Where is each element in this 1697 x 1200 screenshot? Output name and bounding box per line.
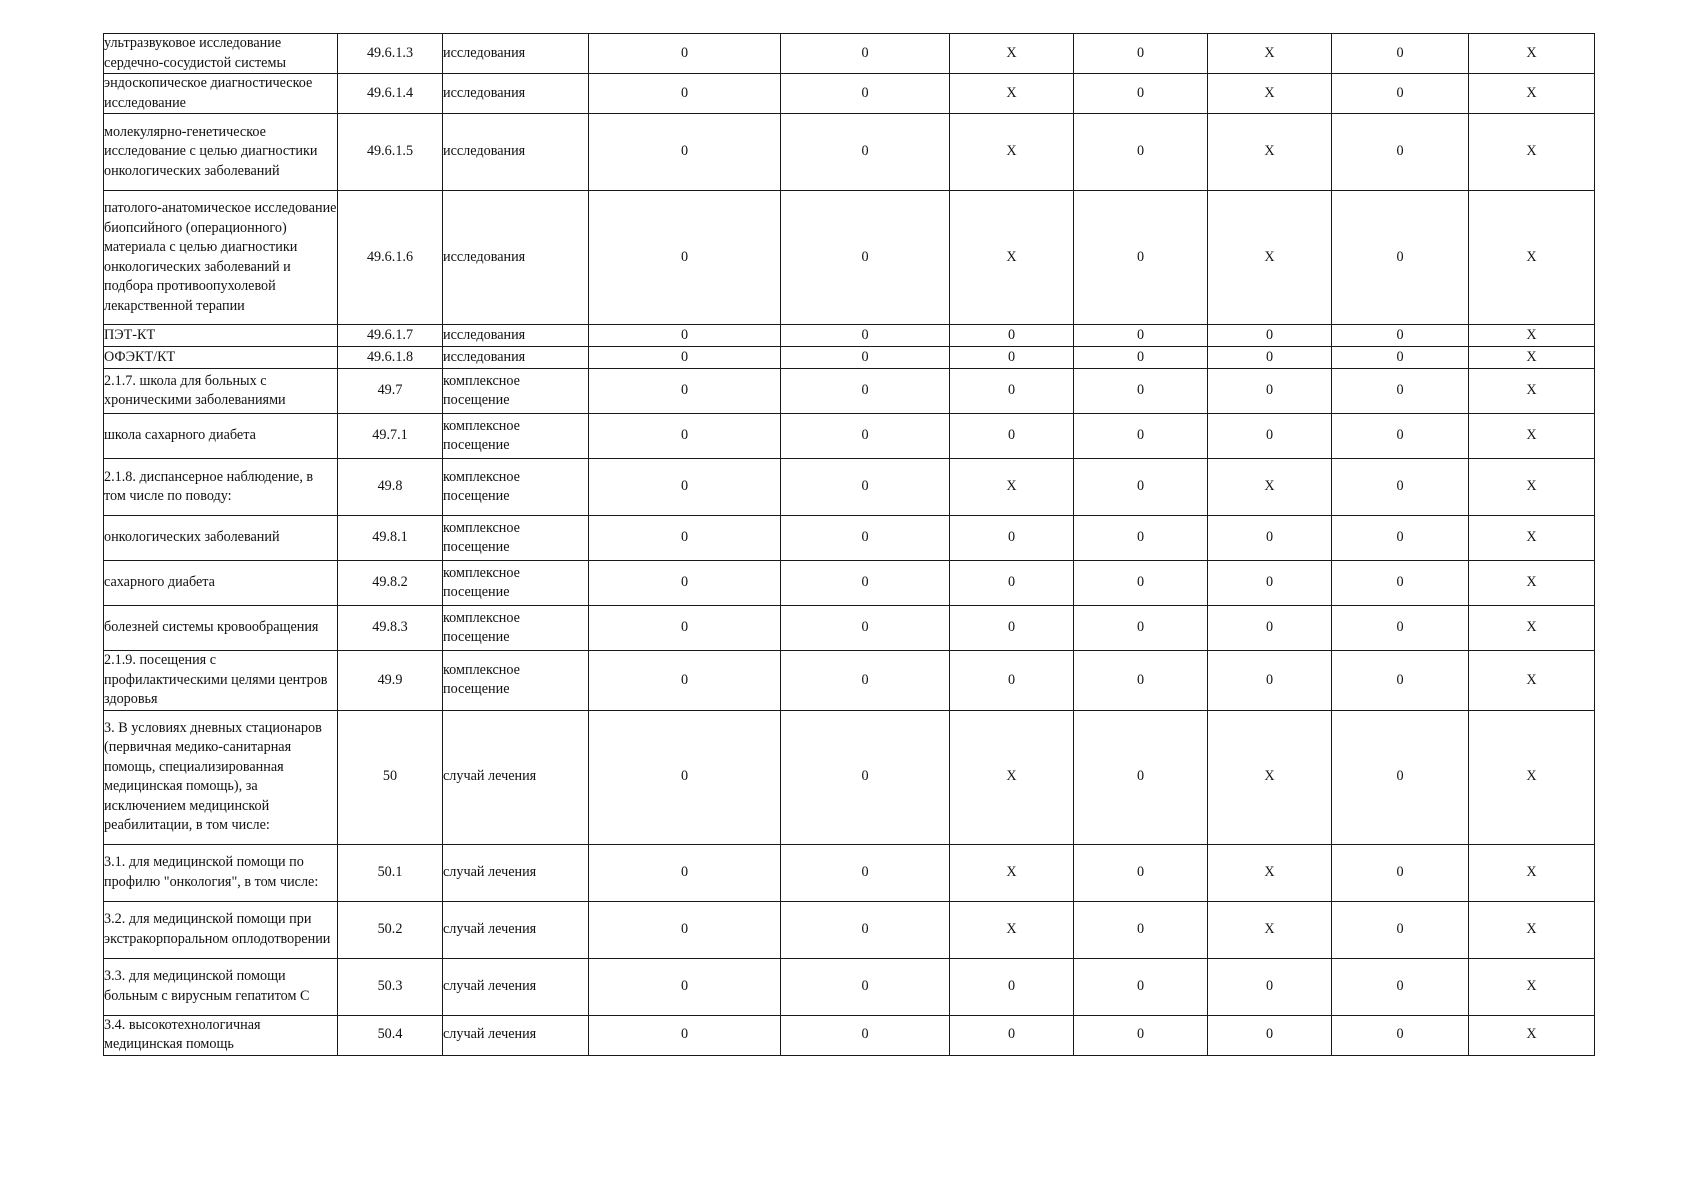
row-unit-cell: комплексное посещение	[443, 414, 589, 459]
row-unit-cell: случай лечения	[443, 1015, 589, 1055]
table-row	[104, 901, 1595, 958]
row-unit-cell: исследования	[443, 347, 589, 369]
value-cell: 0	[1208, 1015, 1332, 1055]
value-cell: 0	[781, 710, 950, 844]
row-code-cell: 49.6.1.6	[338, 191, 443, 325]
row-unit-cell: исследования	[443, 114, 589, 191]
row-unit-cell: комплексное посещение	[443, 459, 589, 516]
row-code-cell: 49.6.1.3	[338, 34, 443, 74]
value-cell: 0	[1074, 844, 1208, 901]
row-code-cell: 50.3	[338, 958, 443, 1015]
value-cell: X	[1469, 901, 1595, 958]
value-cell: X	[950, 114, 1074, 191]
value-cell: 0	[1332, 191, 1469, 325]
table-row	[104, 516, 1595, 561]
value-cell: 0	[589, 114, 781, 191]
value-cell: 0	[589, 414, 781, 459]
value-cell: 0	[781, 114, 950, 191]
value-cell: 0	[781, 901, 950, 958]
value-cell: 0	[589, 901, 781, 958]
row-code-cell: 49.8	[338, 459, 443, 516]
value-cell: 0	[1332, 369, 1469, 414]
row-code-cell: 49.8.3	[338, 606, 443, 651]
row-unit-cell: исследования	[443, 34, 589, 74]
value-cell: 0	[781, 606, 950, 651]
row-code-cell: 50.4	[338, 1015, 443, 1055]
row-unit-cell: исследования	[443, 74, 589, 114]
row-unit-cell: случай лечения	[443, 710, 589, 844]
value-cell: 0	[781, 325, 950, 347]
table-row	[104, 34, 1595, 74]
value-cell: 0	[1074, 561, 1208, 606]
value-cell: 0	[950, 325, 1074, 347]
value-cell: X	[1469, 34, 1595, 74]
value-cell: 0	[950, 958, 1074, 1015]
row-unit-cell: комплексное посещение	[443, 369, 589, 414]
value-cell: 0	[1074, 347, 1208, 369]
row-code-cell: 49.9	[338, 651, 443, 711]
value-cell: 0	[1332, 516, 1469, 561]
row-code-cell: 49.7	[338, 369, 443, 414]
value-cell: 0	[950, 561, 1074, 606]
value-cell: 0	[1208, 651, 1332, 711]
data-table	[103, 33, 1595, 1056]
row-name-cell: 3.2. для медицинской помощи при экстракорпоральном оплодотворении	[104, 901, 338, 958]
value-cell: 0	[1332, 606, 1469, 651]
value-cell: X	[950, 844, 1074, 901]
value-cell: 0	[1074, 191, 1208, 325]
row-name-cell: болезней системы кровообращения	[104, 606, 338, 651]
value-cell: 0	[1208, 606, 1332, 651]
value-cell: 0	[1208, 561, 1332, 606]
row-name-cell: 2.1.9. посещения с профилактическими целями центров здоровья	[104, 651, 338, 711]
value-cell: 0	[950, 369, 1074, 414]
value-cell: 0	[1074, 516, 1208, 561]
value-cell: X	[1469, 369, 1595, 414]
row-unit-cell: случай лечения	[443, 901, 589, 958]
value-cell: 0	[589, 561, 781, 606]
table-row	[104, 710, 1595, 844]
value-cell: 0	[1208, 516, 1332, 561]
value-cell: 0	[1332, 710, 1469, 844]
table-row	[104, 958, 1595, 1015]
table-row	[104, 651, 1595, 711]
value-cell: 0	[781, 459, 950, 516]
value-cell: X	[1469, 347, 1595, 369]
value-cell: 0	[1074, 369, 1208, 414]
row-name-cell: 2.1.8. диспансерное наблюдение, в том числе по поводу:	[104, 459, 338, 516]
row-name-cell: ультразвуковое исследование сердечно-сосудистой системы	[104, 34, 338, 74]
row-name-cell: 3.4. высокотехнологичная медицинская помощь	[104, 1015, 338, 1055]
value-cell: X	[1469, 74, 1595, 114]
value-cell: X	[1469, 516, 1595, 561]
row-name-cell: патолого-анатомическое исследование биопсийного (операционного) материала с целью диагностики онкологических заболеваний и подбора противоопухолевой лекарственной терапии	[104, 191, 338, 325]
table-row	[104, 369, 1595, 414]
value-cell: X	[950, 459, 1074, 516]
value-cell: 0	[1332, 561, 1469, 606]
value-cell: 0	[1208, 414, 1332, 459]
value-cell: 0	[589, 459, 781, 516]
row-code-cell: 49.6.1.5	[338, 114, 443, 191]
value-cell: 0	[781, 347, 950, 369]
row-name-cell: ОФЭКТ/КТ	[104, 347, 338, 369]
value-cell: X	[950, 901, 1074, 958]
row-name-cell: сахарного диабета	[104, 561, 338, 606]
value-cell: X	[950, 34, 1074, 74]
row-name-cell: 2.1.7. школа для больных с хроническими заболеваниями	[104, 369, 338, 414]
table-row	[104, 606, 1595, 651]
value-cell: 0	[589, 347, 781, 369]
value-cell: 0	[589, 651, 781, 711]
value-cell: X	[1469, 844, 1595, 901]
value-cell: X	[1208, 710, 1332, 844]
value-cell: 0	[1208, 347, 1332, 369]
value-cell: 0	[1074, 958, 1208, 1015]
value-cell: 0	[589, 606, 781, 651]
value-cell: 0	[1332, 651, 1469, 711]
value-cell: X	[1469, 459, 1595, 516]
value-cell: 0	[1332, 347, 1469, 369]
value-cell: 0	[950, 414, 1074, 459]
value-cell: 0	[1074, 325, 1208, 347]
value-cell: 0	[1074, 1015, 1208, 1055]
value-cell: 0	[1208, 958, 1332, 1015]
row-name-cell: 3.3. для медицинской помощи больным с вирусным гепатитом С	[104, 958, 338, 1015]
value-cell: 0	[589, 516, 781, 561]
value-cell: 0	[781, 844, 950, 901]
value-cell: 0	[589, 34, 781, 74]
value-cell: 0	[781, 516, 950, 561]
value-cell: X	[1469, 606, 1595, 651]
table-body	[104, 34, 1595, 1056]
value-cell: 0	[781, 369, 950, 414]
table-row	[104, 347, 1595, 369]
value-cell: X	[1208, 74, 1332, 114]
row-unit-cell: комплексное посещение	[443, 606, 589, 651]
value-cell: 0	[781, 414, 950, 459]
row-unit-cell: случай лечения	[443, 958, 589, 1015]
value-cell: X	[950, 191, 1074, 325]
value-cell: 0	[589, 958, 781, 1015]
value-cell: X	[1469, 958, 1595, 1015]
value-cell: X	[1469, 651, 1595, 711]
row-name-cell: 3. В условиях дневных стационаров (первичная медико-санитарная помощь, специализированная медицинская помощь), за исключением медицинской реабилитации, в том числе:	[104, 710, 338, 844]
row-name-cell: ПЭТ-КТ	[104, 325, 338, 347]
value-cell: 0	[589, 710, 781, 844]
row-unit-cell: комплексное посещение	[443, 516, 589, 561]
row-code-cell: 50.1	[338, 844, 443, 901]
row-code-cell: 49.6.1.7	[338, 325, 443, 347]
row-code-cell: 49.8.2	[338, 561, 443, 606]
row-name-cell: онкологических заболеваний	[104, 516, 338, 561]
value-cell: 0	[781, 191, 950, 325]
row-code-cell: 49.6.1.4	[338, 74, 443, 114]
value-cell: 0	[1332, 1015, 1469, 1055]
value-cell: X	[1469, 414, 1595, 459]
row-name-cell: эндоскопическое диагностическое исследование	[104, 74, 338, 114]
value-cell: 0	[950, 347, 1074, 369]
value-cell: 0	[589, 844, 781, 901]
value-cell: 0	[589, 1015, 781, 1055]
row-code-cell: 50	[338, 710, 443, 844]
value-cell: 0	[1074, 414, 1208, 459]
value-cell: 0	[1208, 325, 1332, 347]
value-cell: 0	[950, 651, 1074, 711]
value-cell: 0	[589, 369, 781, 414]
value-cell: 0	[781, 651, 950, 711]
value-cell: 0	[1074, 710, 1208, 844]
table-row	[104, 561, 1595, 606]
value-cell: 0	[950, 606, 1074, 651]
value-cell: X	[1208, 114, 1332, 191]
row-name-cell: 3.1. для медицинской помощи по профилю "онкология", в том числе:	[104, 844, 338, 901]
value-cell: X	[1208, 901, 1332, 958]
value-cell: 0	[1332, 459, 1469, 516]
value-cell: X	[1469, 325, 1595, 347]
row-unit-cell: комплексное посещение	[443, 561, 589, 606]
row-code-cell: 49.7.1	[338, 414, 443, 459]
row-code-cell: 50.2	[338, 901, 443, 958]
value-cell: 0	[589, 191, 781, 325]
value-cell: 0	[781, 561, 950, 606]
value-cell: X	[1469, 710, 1595, 844]
value-cell: 0	[1332, 114, 1469, 191]
value-cell: X	[1469, 114, 1595, 191]
table-row	[104, 325, 1595, 347]
table-row	[104, 414, 1595, 459]
table-row	[104, 1015, 1595, 1055]
value-cell: 0	[1332, 325, 1469, 347]
value-cell: X	[1469, 191, 1595, 325]
value-cell: 0	[1332, 901, 1469, 958]
value-cell: X	[950, 74, 1074, 114]
value-cell: 0	[1074, 901, 1208, 958]
value-cell: 0	[1332, 958, 1469, 1015]
value-cell: X	[1208, 34, 1332, 74]
value-cell: X	[1208, 844, 1332, 901]
value-cell: 0	[781, 958, 950, 1015]
table-row	[104, 191, 1595, 325]
row-code-cell: 49.6.1.8	[338, 347, 443, 369]
row-unit-cell: комплексное посещение	[443, 651, 589, 711]
value-cell: 0	[1208, 369, 1332, 414]
table-row	[104, 114, 1595, 191]
value-cell: 0	[1074, 651, 1208, 711]
value-cell: X	[1469, 561, 1595, 606]
value-cell: 0	[950, 516, 1074, 561]
row-code-cell: 49.8.1	[338, 516, 443, 561]
value-cell: 0	[781, 34, 950, 74]
value-cell: 0	[950, 1015, 1074, 1055]
value-cell: 0	[1074, 459, 1208, 516]
value-cell: 0	[1074, 74, 1208, 114]
value-cell: 0	[781, 74, 950, 114]
row-unit-cell: случай лечения	[443, 844, 589, 901]
value-cell: 0	[1074, 606, 1208, 651]
table-row	[104, 74, 1595, 114]
table-row	[104, 844, 1595, 901]
value-cell: X	[1208, 191, 1332, 325]
value-cell: 0	[1074, 34, 1208, 74]
row-name-cell: молекулярно-генетическое исследование с целью диагностики онкологических заболеваний	[104, 114, 338, 191]
value-cell: 0	[1332, 74, 1469, 114]
row-unit-cell: исследования	[443, 325, 589, 347]
value-cell: X	[1208, 459, 1332, 516]
value-cell: 0	[1074, 114, 1208, 191]
value-cell: X	[950, 710, 1074, 844]
value-cell: 0	[1332, 34, 1469, 74]
value-cell: 0	[1332, 414, 1469, 459]
row-name-cell: школа сахарного диабета	[104, 414, 338, 459]
row-unit-cell: исследования	[443, 191, 589, 325]
value-cell: X	[1469, 1015, 1595, 1055]
value-cell: 0	[589, 74, 781, 114]
table-row	[104, 459, 1595, 516]
value-cell: 0	[1332, 844, 1469, 901]
value-cell: 0	[589, 325, 781, 347]
value-cell: 0	[781, 1015, 950, 1055]
